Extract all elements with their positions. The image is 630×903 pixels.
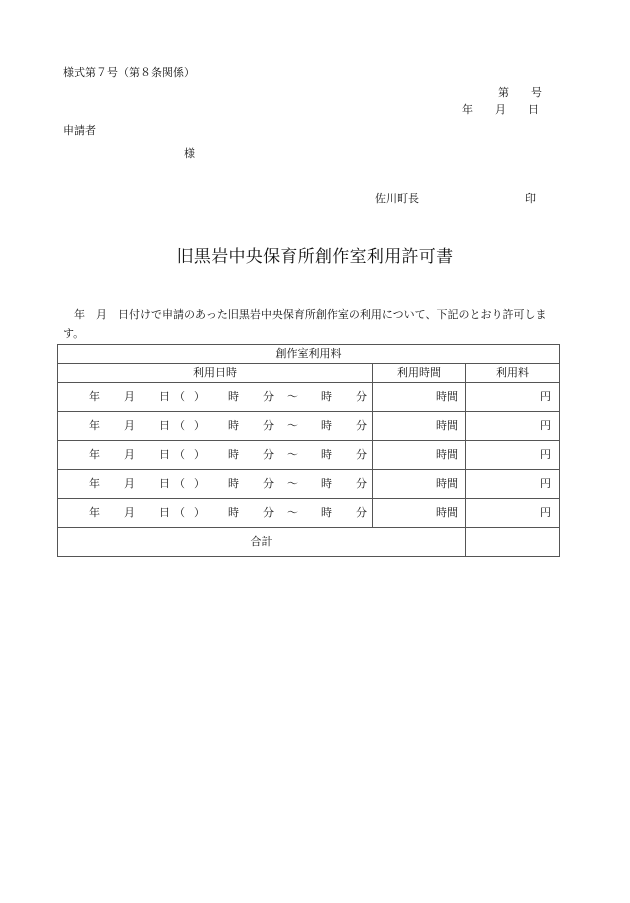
- honorific: 様: [184, 147, 195, 160]
- start-hour-label: 時: [228, 390, 239, 403]
- document-title: 旧黒岩中央保育所創作室利用許可書: [176, 247, 454, 267]
- range-tilde: ～: [287, 390, 298, 403]
- usage-fee-cell: 円: [466, 470, 560, 499]
- start-minute-label: 分: [263, 419, 274, 432]
- column-header-hours: 利用時間: [373, 364, 466, 383]
- end-minute-label: 分: [356, 419, 367, 432]
- month-label: 月: [124, 390, 135, 403]
- start-minute-label: 分: [263, 448, 274, 461]
- table-row: [58, 499, 560, 528]
- usage-hours-cell: 時間: [373, 499, 466, 528]
- usage-datetime-cell: [58, 441, 373, 470]
- year-label: 年: [89, 448, 100, 461]
- range-tilde: ～: [287, 477, 298, 490]
- seal-mark: 印: [525, 192, 536, 205]
- usage-fee-cell: 円: [466, 441, 560, 470]
- start-hour-label: 時: [228, 506, 239, 519]
- range-tilde: ～: [287, 448, 298, 461]
- usage-datetime-cell: [58, 499, 373, 528]
- issuer-name: 佐川町長: [375, 192, 419, 205]
- usage-hours-cell: 時間: [373, 470, 466, 499]
- usage-datetime-cell: [58, 412, 373, 441]
- month-label: 月: [124, 477, 135, 490]
- total-label: 合計: [58, 528, 466, 557]
- year-label: 年: [89, 390, 100, 403]
- end-minute-label: 分: [356, 390, 367, 403]
- day-label: 日: [159, 506, 170, 519]
- paren-close: ）: [194, 448, 205, 461]
- year-label: 年: [89, 419, 100, 432]
- table-caption: 創作室利用料: [58, 345, 560, 364]
- paren-close: ）: [194, 419, 205, 432]
- usage-fee-cell: 円: [466, 499, 560, 528]
- table-row: [58, 412, 560, 441]
- paren-open: （: [174, 506, 185, 519]
- usage-fee-table: [57, 344, 560, 557]
- start-minute-label: 分: [263, 390, 274, 403]
- total-fee-cell: [466, 528, 560, 557]
- end-hour-label: 時: [321, 419, 332, 432]
- form-number: 様式第７号（第８条関係）: [63, 66, 195, 79]
- paren-close: ）: [194, 477, 205, 490]
- usage-hours-cell: 時間: [373, 412, 466, 441]
- usage-datetime-cell: [58, 383, 373, 412]
- table-row: [58, 383, 560, 412]
- end-hour-label: 時: [321, 390, 332, 403]
- start-hour-label: 時: [228, 448, 239, 461]
- paren-close: ）: [194, 390, 205, 403]
- start-hour-label: 時: [228, 477, 239, 490]
- usage-hours-cell: 時間: [373, 383, 466, 412]
- document-number-line: 第 号: [498, 86, 542, 99]
- paren-open: （: [174, 390, 185, 403]
- paren-open: （: [174, 477, 185, 490]
- day-label: 日: [159, 419, 170, 432]
- column-header-fee: 利用料: [466, 364, 560, 383]
- range-tilde: ～: [287, 506, 298, 519]
- year-label: 年: [89, 477, 100, 490]
- usage-hours-cell: 時間: [373, 441, 466, 470]
- body-text: 年 月 日付けで申請のあった旧黒岩中央保育所創作室の利用について、下記のとおり許可します。: [63, 308, 547, 340]
- day-label: 日: [159, 448, 170, 461]
- month-label: 月: [124, 506, 135, 519]
- end-hour-label: 時: [321, 448, 332, 461]
- applicant-label: 申請者: [63, 124, 96, 137]
- date-line: 年 月 日: [462, 103, 539, 116]
- usage-datetime-cell: [58, 470, 373, 499]
- start-minute-label: 分: [263, 506, 274, 519]
- usage-fee-cell: 円: [466, 412, 560, 441]
- total-row: [58, 528, 560, 557]
- start-minute-label: 分: [263, 477, 274, 490]
- year-label: 年: [89, 506, 100, 519]
- table-row: [58, 470, 560, 499]
- day-label: 日: [159, 390, 170, 403]
- end-minute-label: 分: [356, 506, 367, 519]
- end-hour-label: 時: [321, 506, 332, 519]
- table-row: [58, 441, 560, 470]
- month-label: 月: [124, 448, 135, 461]
- paren-close: ）: [194, 506, 205, 519]
- day-label: 日: [159, 477, 170, 490]
- paren-open: （: [174, 448, 185, 461]
- range-tilde: ～: [287, 419, 298, 432]
- end-minute-label: 分: [356, 477, 367, 490]
- column-header-datetime: 利用日時: [58, 364, 373, 383]
- start-hour-label: 時: [228, 419, 239, 432]
- usage-fee-cell: 円: [466, 383, 560, 412]
- end-minute-label: 分: [356, 448, 367, 461]
- month-label: 月: [124, 419, 135, 432]
- end-hour-label: 時: [321, 477, 332, 490]
- paren-open: （: [174, 419, 185, 432]
